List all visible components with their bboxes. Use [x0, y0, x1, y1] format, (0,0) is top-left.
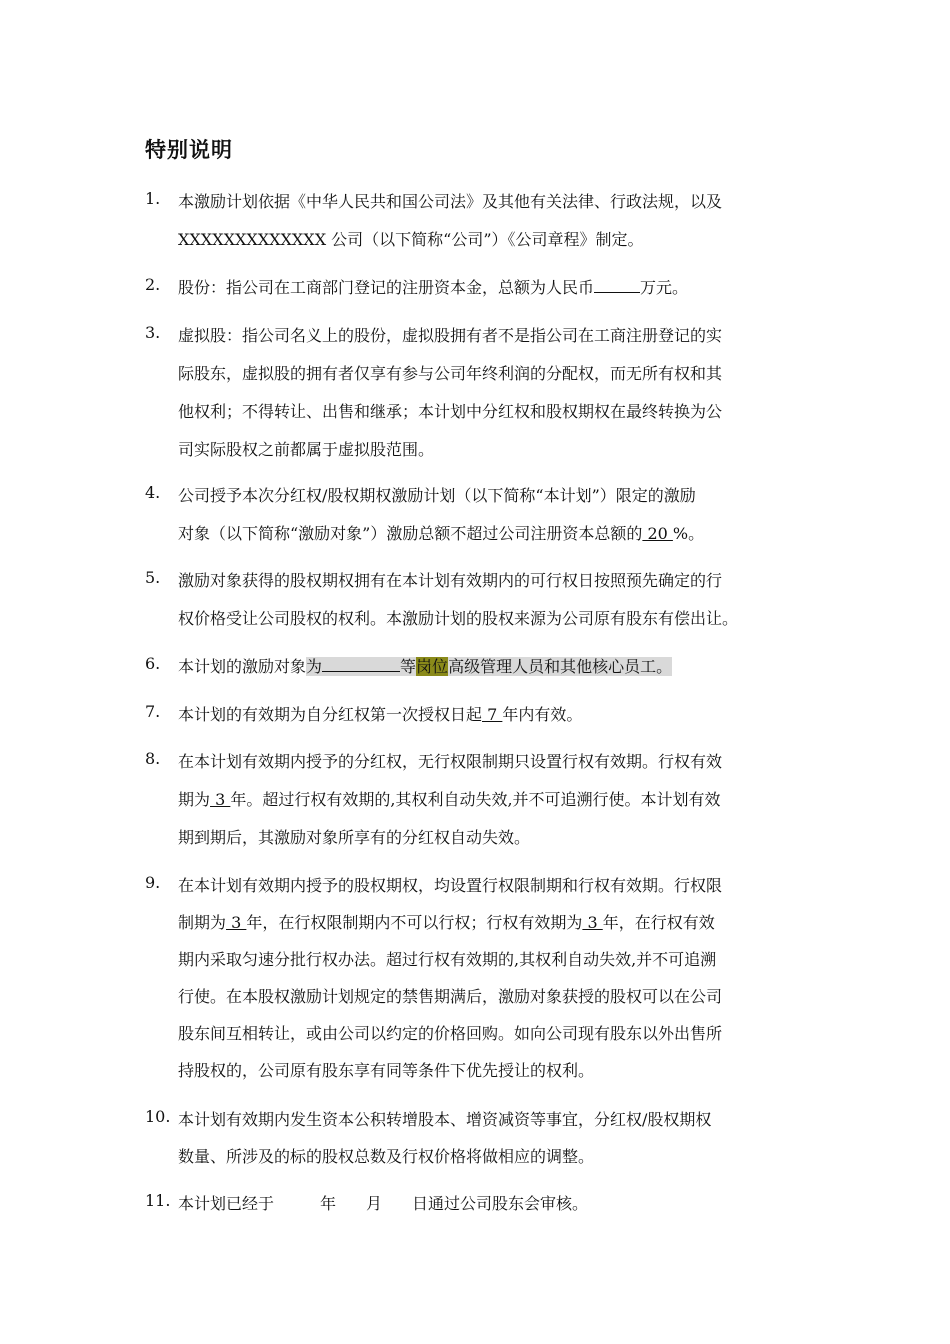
- item-text-line: 虚拟股：指公司名义上的股份，虚拟股拥有者不是指公司在工商注册登记的实: [178, 326, 723, 345]
- years-value: 3: [226, 913, 247, 932]
- years-value: 3: [210, 790, 231, 809]
- item-text-line: 际股东，虚拟股的拥有者仅享有参与公司年终利润的分配权，而无所有权和其: [178, 364, 723, 383]
- item-text: 为: [306, 657, 323, 676]
- year-label: 年: [320, 1194, 337, 1213]
- item-text-line: 激励对象获得的股权期权拥有在本计划有效期内的可行权日按照预先确定的行: [178, 571, 723, 590]
- target-blank: [322, 657, 400, 672]
- item-text-line: 持股权的，公司原有股东享有同等条件下优先授让的权利。: [178, 1061, 595, 1080]
- item-text-line: 期内采取匀速分批行权办法。超过行权有效期的,其权利自动失效,并不可追溯: [178, 950, 717, 969]
- item-text: 股份：指公司在工商部门登记的注册资本金，总额为人民币: [178, 278, 595, 297]
- item-text-line: XXXXXXXXXXXXX 公司（以下简称“公司”）《公司章程》制定。: [178, 230, 644, 249]
- item-text-line: 公司授予本次分红权/股权期权激励计划（以下简称“本计划”）限定的激励: [178, 486, 696, 505]
- month-label: 月: [366, 1194, 383, 1213]
- item-text: 本计划的激励对象: [178, 657, 307, 676]
- item-text-line: [178, 1191, 588, 1214]
- percent-value: 20: [642, 524, 673, 543]
- item-number: 7.: [145, 702, 161, 721]
- item-text: 高级管理人员和其他核心员工。: [448, 657, 673, 676]
- item-text-line: [178, 275, 688, 298]
- item-number: 3.: [145, 323, 161, 342]
- item-text: 年，在行权有效: [602, 913, 715, 932]
- item-text-line: [178, 787, 721, 810]
- item-text-line: [178, 521, 704, 544]
- item-number: 9.: [145, 873, 161, 892]
- item-number: 11.: [145, 1191, 171, 1210]
- page-title: 特别说明: [145, 138, 233, 162]
- years-value: 3: [582, 913, 603, 932]
- item-text: 万元。: [640, 278, 689, 297]
- item-text-line: [178, 702, 582, 725]
- item-text-line: [178, 910, 715, 933]
- item-text-line: 股东间互相转让，或由公司以约定的价格回购。如向公司现有股东以外出售所: [178, 1024, 723, 1043]
- item-text: 期为: [178, 790, 211, 809]
- item-text: %。: [672, 524, 705, 543]
- item-text-line: 本计划有效期内发生资本公积转增股本、增资减资等事宜，分红权/股权期权: [178, 1110, 712, 1129]
- item-number: 10.: [145, 1107, 171, 1126]
- item-text-line: 权价格受让公司股权的权利。本激励计划的股权来源为公司原有股东有偿出让。: [178, 609, 739, 628]
- item-number: 2.: [145, 275, 161, 294]
- item-number: 1.: [145, 189, 161, 208]
- amount-blank: [594, 278, 640, 293]
- item-text: 本计划的有效期为自分红权第一次授权日起: [178, 705, 483, 724]
- item-number: 5.: [145, 568, 161, 587]
- item-text: 年。超过行权有效期的,其权利自动失效,并不可追溯行使。本计划有效: [230, 790, 721, 809]
- item-text: 年内有效。: [502, 705, 583, 724]
- position-highlight: 岗位: [416, 657, 449, 676]
- item-text: 本计划已经于: [178, 1194, 275, 1213]
- item-text: 对象（以下简称“激励对象”）激励总额不超过公司注册资本总额的: [178, 524, 643, 543]
- item-text-line: 数量、所涉及的标的股权总数及行权价格将做相应的调整。: [178, 1147, 595, 1166]
- item-number: 4.: [145, 483, 161, 502]
- item-text: 制期为: [178, 913, 227, 932]
- item-text-line: [178, 654, 672, 677]
- item-text-line: 在本计划有效期内授予的分红权，无行权限制期只设置行权有效期。行权有效: [178, 752, 723, 771]
- highlighted-text: [306, 657, 672, 676]
- item-text-line: 在本计划有效期内授予的股权期权，均设置行权限制期和行权有效期。行权限: [178, 876, 723, 895]
- item-text: 等: [400, 657, 417, 676]
- years-value: 7: [482, 705, 503, 724]
- item-number: 6.: [145, 654, 161, 673]
- item-text-line: 行使。在本股权激励计划规定的禁售期满后，激励对象获授的股权可以在公司: [178, 987, 723, 1006]
- item-text-line: 本激励计划依据《中华人民共和国公司法》及其他有关法律、行政法规，以及: [178, 192, 723, 211]
- item-text: 日通过公司股东会审核。: [412, 1194, 589, 1213]
- item-number: 8.: [145, 749, 161, 768]
- item-text-line: 期到期后，其激励对象所享有的分红权自动失效。: [178, 828, 531, 847]
- item-text-line: 司实际股权之前都属于虚拟股范围。: [178, 440, 435, 459]
- item-text-line: 他权利；不得转让、出售和继承；本计划中分红权和股权期权在最终转换为公: [178, 402, 723, 421]
- item-text: 年，在行权限制期内不可以行权；行权有效期为: [246, 913, 583, 932]
